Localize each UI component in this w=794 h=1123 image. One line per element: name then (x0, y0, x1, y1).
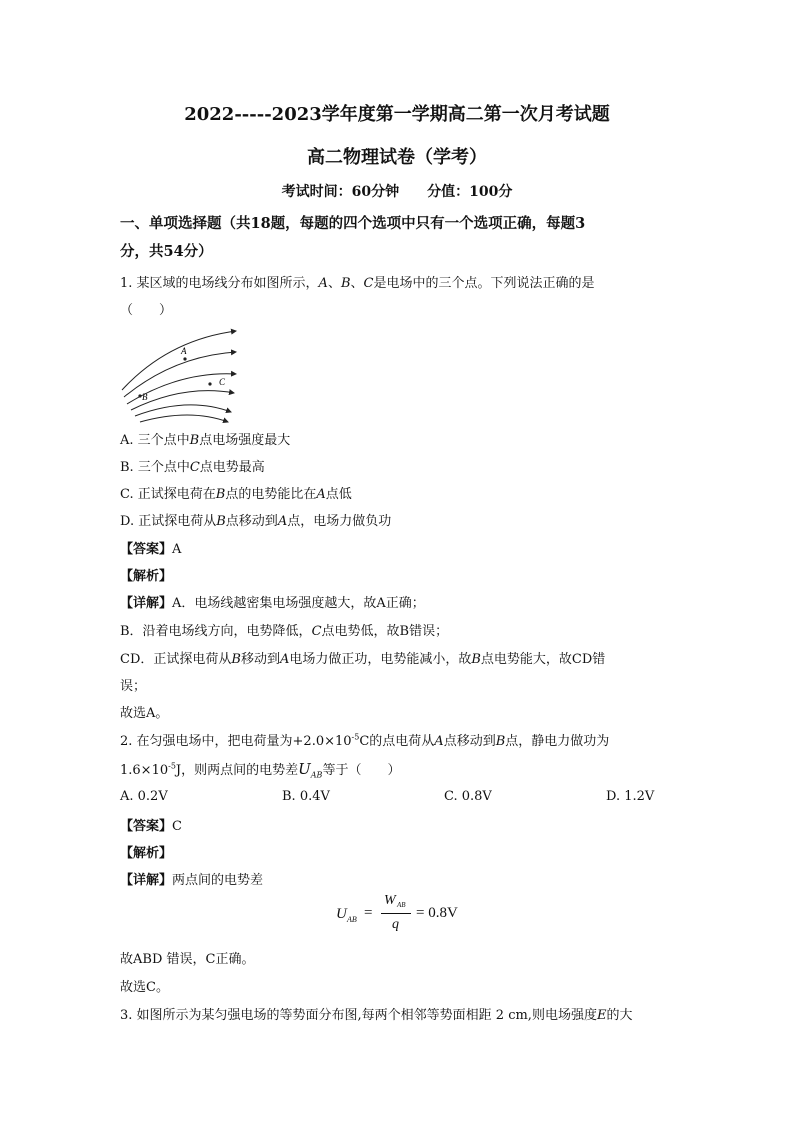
q1-detail-line2: B．沿着电场线方向，电势降低，C点电势低，故B错误； (120, 624, 449, 639)
q2-conclusion: 故选C。 (120, 980, 169, 995)
formula-fraction-bar (381, 913, 411, 914)
q1-stem-line2: （ ） (120, 303, 173, 318)
q2-stem-line1: 2. 在匀强电场中，把电荷量为$+2.0\times 10^{-5}C$的点电荷从A点移动到B点，静电力做功为 (120, 732, 610, 749)
q2-analysis-label: 【解析】 (120, 846, 173, 861)
q2-line-after: 故ABD 错误，C正确。 (120, 952, 255, 967)
q1-option-b: B. 三个点中C点电势最高 (120, 460, 265, 475)
q1-option-d: D. 正试探电荷从B点移动到A点，电场力做负功 (120, 514, 392, 529)
q1-conclusion: 故选A。 (120, 706, 169, 721)
point-a-dot (183, 357, 186, 360)
formula-lhs: U (336, 906, 347, 922)
q1-answer: 【答案】A (120, 542, 182, 557)
formula-rhs: = 0.8V (416, 905, 458, 921)
q2-detail: 【详解】两点间的电势差 (120, 873, 264, 888)
point-c-dot (208, 382, 211, 385)
formula-equals: = (364, 905, 373, 921)
q1-detail-line4: 误； (120, 679, 147, 694)
section-heading-line1: 一、单项选择题（共18题，每题的四个选项中只有一个选项正确，每题3 (120, 215, 586, 232)
exam-info: 考试时间：60分钟 分值：100分 (281, 184, 513, 200)
q1-field-lines-figure (118, 322, 246, 426)
point-c-label: C (219, 377, 226, 387)
exam-title: 2022-----2023学年度第一学期高二第一次月考试题 (184, 104, 610, 125)
q1-detail-line3: CD．正试探电荷从B移动到A电场力做正功，电势能减小，故B点电势能大，故CD错 (120, 652, 606, 667)
section-heading-line2: 分，共54分） (120, 243, 213, 260)
q2-option-d: D. 1.2V (606, 789, 655, 804)
q2-answer: 【答案】C (120, 819, 182, 834)
field-line-2 (124, 352, 236, 397)
q2-stem-line2: $1.6\times 10^{-5}J$，则两点间的电势差$U_{AB}$等于（ ） (120, 760, 401, 780)
q2-option-a: A. 0.2V (120, 789, 168, 804)
q2-option-c: C. 0.8V (444, 789, 492, 804)
formula-denominator: q (392, 917, 399, 932)
point-a-label: A (181, 346, 187, 356)
field-line-6 (140, 415, 228, 422)
q1-stem-line1: 1. 某区域的电场线分布如图所示，A、B、C是电场中的三个点。下列说法正确的是 (120, 276, 595, 291)
q1-option-c: C. 正试探电荷在B点的电势能比在A点低 (120, 487, 352, 502)
q2-formula (336, 893, 476, 941)
q2-option-b: B. 0.4V (282, 789, 330, 804)
q1-analysis-label: 【解析】 (120, 569, 173, 584)
formula-numerator: W (384, 893, 396, 908)
field-line-5 (135, 405, 231, 416)
point-b-label: B (142, 392, 148, 402)
formula-numerator-sub: AB (397, 901, 406, 909)
q1-option-a: A. 三个点中B点电场强度最大 (120, 433, 291, 448)
q1-detail-line1: 【详解】A．电场线越密集电场强度越大，故A正确； (120, 596, 425, 611)
formula-lhs-sub: AB (347, 915, 357, 924)
q3-stem: 3. 如图所示为某匀强电场的等势面分布图,每两个相邻等势面相距 2 cm,则电场强度E的大 (120, 1008, 633, 1023)
exam-subtitle: 高二物理试卷（学考） (307, 147, 487, 168)
